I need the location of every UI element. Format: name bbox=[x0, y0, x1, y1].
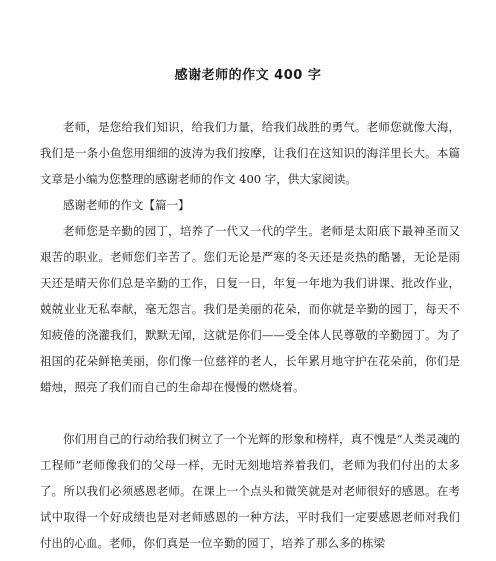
document-body bbox=[40, 114, 460, 556]
body-paragraph-2: 你们用自己的行动给我们树立了一个光辉的形象和榜样，真不愧是“人类灵魂的工程师”老师像我们的父母一样，无时无刻地培养着我们，老师为我们付出的太多了。所以我们必须感恩老师。在课上一个点头和微笑就是对老师很好的感恩。在考试中取得一个好成绩也是对老师感恩的一种方法，平时我们一定要感恩老师对我们付出的心血。老师，你们真是一位辛勤的园丁，培养了那么多的栋梁 bbox=[40, 432, 460, 550]
document-title: 感谢老师的作文 400 字 bbox=[174, 68, 322, 83]
section-heading: 感谢老师的作文【篇一】 bbox=[63, 198, 190, 212]
body-paragraph-1: 老师您是辛勤的园丁，培养了一代又一代的学生。老师是太阳底下最神圣而又艰苦的职业。老师您们辛苦了。您们无论是严寒的冬天还是炎热的酷暑，无论是雨天还是晴天你们总是辛勤的工作，日复一日，年复一年地为我们讲课、批改作业，兢兢业业无私奉献，毫无怨言。我们是美丽的花朵，而你就是辛勤的园丁，每天不知疲倦的浇灌我们，默默无闻，这就是你们——受全体人民尊敬的辛勤园丁。为了祖国的花朵鲜艳美丽，你们像一位慈祥的老人，长年累月地守护在花朵前，你们是蜡烛，照亮了我们而自己的生命却在慢慢的燃烧着。 bbox=[40, 224, 460, 394]
intro-paragraph: 老师，是您给我们知识，给我们力量，给我们战胜的勇气。老师您就像大海，我们是一条小鱼您用细细的波涛为我们按摩，让我们在这知识的海洋里长大。本篇文章是小编为您整理的感谢老师的作文 400 字，供大家阅读。 bbox=[40, 120, 460, 186]
